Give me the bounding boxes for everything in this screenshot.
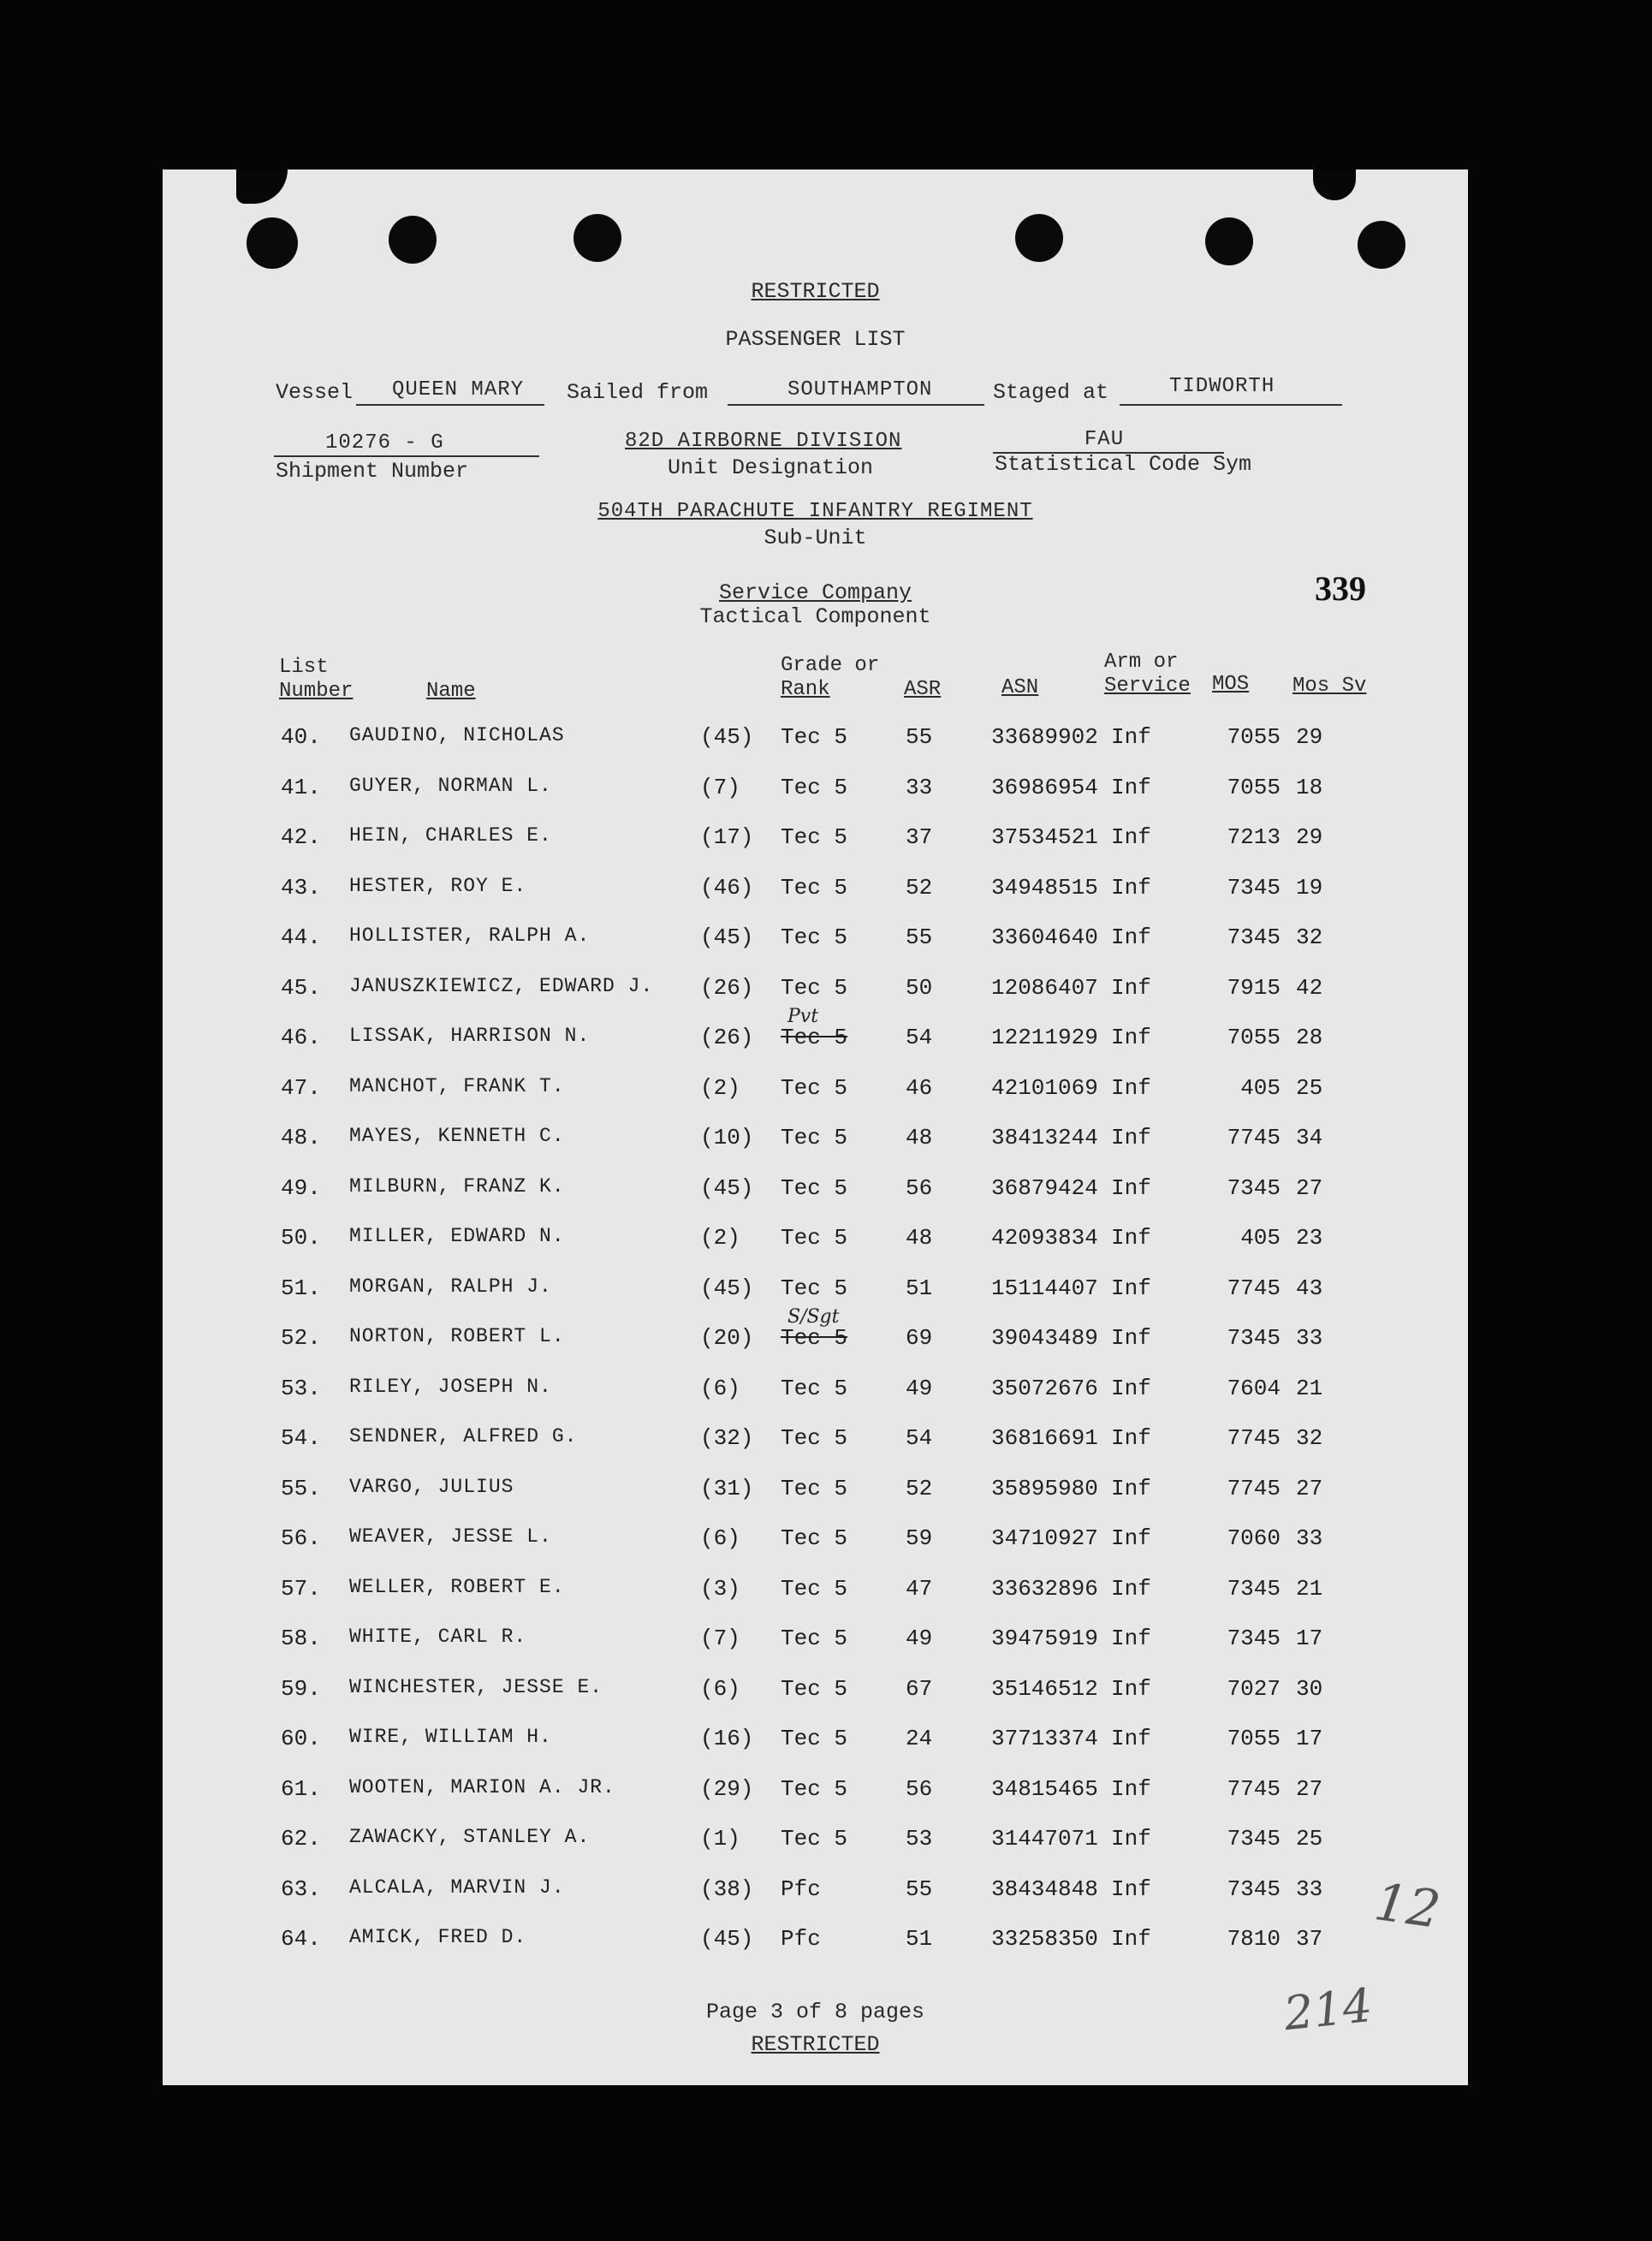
grade: Tec 5 [781,1775,848,1802]
group-code: (38) [700,1875,754,1902]
table-row [163,1776,1468,1819]
row-number: 62. [281,1826,321,1852]
arm-of-service: Inf [1111,1225,1151,1251]
col-asr: ASR [904,678,942,701]
asr-score: 48 [906,1125,933,1150]
grade: Tec 5 [781,1025,848,1050]
classification-bottom: RESTRICTED [751,2032,880,2057]
serial-number: 33604640 [991,924,1098,950]
sub-unit-value: 504TH PARACHUTE INFANTRY REGIMENT [597,500,1033,523]
grade: Tec 5 [781,1826,848,1852]
group-code: (32) [700,1425,754,1451]
grade: Pfc [781,1926,821,1952]
months-service: 17 [1296,1726,1323,1751]
col-mos-sv: Mos Sv [1292,675,1367,698]
passenger-name: WOOTEN, MARION A. JR. [349,1775,615,1798]
sub-unit-label: Sub-Unit [764,526,867,550]
grade: Pfc [781,1875,821,1902]
sailed-from-label: Sailed from [567,380,709,405]
months-service: 33 [1296,1875,1323,1902]
passenger-name: ZAWACKY, STANLEY A. [349,1826,591,1848]
row-number: 44. [281,924,321,950]
grade: Tec 5 [781,1475,848,1501]
grade: Tec 5 [781,1174,848,1201]
group-code: (3) [700,1575,740,1602]
document-title: PASSENGER LIST [725,327,906,352]
handwritten-note-214: 214 [1281,1977,1376,2042]
row-number: 52. [281,1325,321,1351]
grade: Tec 5 [781,1375,848,1401]
grade: Tec 5 [781,1225,848,1251]
shipment-number-underline [274,455,539,457]
passenger-name: SENDNER, ALFRED G. [349,1425,578,1447]
punch-hole [1205,217,1253,265]
mos-code: 7810 [1227,1926,1281,1952]
asr-score: 56 [906,1174,933,1201]
months-service: 23 [1296,1225,1323,1251]
col-asn: ASN [1001,676,1039,699]
mos-code: 7345 [1227,1325,1281,1351]
arm-of-service: Inf [1111,1775,1151,1802]
col-grade-1: Grade or [781,654,880,677]
arm-of-service: Inf [1111,1425,1151,1451]
mos-code: 7745 [1227,1125,1281,1150]
page-stamp-number: 339 [1315,569,1366,608]
group-code: (31) [700,1475,754,1501]
months-service: 32 [1296,1425,1323,1451]
table-row [163,1225,1468,1268]
months-service: 21 [1296,1375,1323,1401]
col-arm-1: Arm or [1104,651,1179,674]
row-number: 58. [281,1626,321,1651]
months-service: 27 [1296,1475,1323,1501]
serial-number: 36986954 [991,774,1098,800]
table-row [163,1006,1468,1067]
asr-score: 52 [906,874,933,901]
asr-score: 59 [906,1525,933,1551]
serial-number: 33258350 [991,1926,1098,1952]
row-number: 46. [281,1025,321,1050]
arm-of-service: Inf [1111,1275,1151,1301]
table-row [163,875,1468,918]
mos-code: 405 [1240,1074,1281,1101]
grade: Tec 5 [781,824,848,850]
group-code: (2) [700,1225,740,1251]
col-mos: MOS [1212,673,1250,696]
row-number: 64. [281,1926,321,1952]
row-number: 54. [281,1425,321,1451]
months-service: 32 [1296,924,1323,950]
asr-score: 51 [906,1275,933,1301]
mos-code: 7604 [1227,1375,1281,1401]
arm-of-service: Inf [1111,1375,1151,1401]
col-name: Name [426,680,476,703]
grade: Tec 5 [781,1125,848,1150]
months-service: 29 [1296,824,1323,850]
grade: Tec 5 [781,874,848,901]
grade: Tec 5 [781,1525,848,1551]
serial-number: 36879424 [991,1174,1098,1201]
table-row [163,1125,1468,1168]
group-code: (26) [700,1025,754,1050]
asr-score: 67 [906,1675,933,1702]
grade: Tec 5 [781,724,848,750]
row-number: 45. [281,974,321,1001]
passenger-name: WINCHESTER, JESSE E. [349,1675,603,1698]
vessel-value: QUEEN MARY [392,378,525,401]
table-row [163,1376,1468,1418]
grade: Tec 5 [781,1726,848,1751]
table-row [163,1525,1468,1568]
col-list-number-2: Number [279,680,354,703]
grade: Tec 5 [781,1325,848,1351]
row-number: 41. [281,774,321,800]
group-code: (45) [700,1275,754,1301]
grade: Tec 5 [781,1675,848,1702]
passenger-name: JANUSZKIEWICZ, EDWARD J. [349,974,654,997]
mos-code: 7213 [1227,824,1281,850]
table-row [163,1306,1468,1368]
table-row [163,1476,1468,1519]
group-code: (45) [700,724,754,750]
row-number: 49. [281,1174,321,1201]
torn-edge [236,169,288,204]
group-code: (2) [700,1074,740,1101]
months-service: 37 [1296,1926,1323,1952]
asr-score: 54 [906,1425,933,1451]
mos-code: 7345 [1227,1626,1281,1651]
asr-score: 55 [906,724,933,750]
asr-score: 47 [906,1575,933,1602]
serial-number: 36816691 [991,1425,1098,1451]
serial-number: 35146512 [991,1675,1098,1702]
months-service: 25 [1296,1826,1323,1852]
arm-of-service: Inf [1111,1826,1151,1852]
table-row [163,1425,1468,1468]
vessel-underline [356,404,544,406]
passenger-name: MORGAN, RALPH J. [349,1275,552,1298]
vessel-label: Vessel [276,380,354,405]
row-number: 51. [281,1275,321,1301]
serial-number: 34948515 [991,874,1098,901]
mos-code: 7345 [1227,924,1281,950]
group-code: (6) [700,1375,740,1401]
serial-number: 38434848 [991,1875,1098,1902]
group-code: (6) [700,1525,740,1551]
col-grade-2: Rank [781,678,830,701]
months-service: 43 [1296,1275,1323,1301]
serial-number: 37713374 [991,1726,1098,1751]
grade: Tec 5 [781,974,848,1001]
statistical-code-value: FAU [1084,428,1125,451]
asr-score: 55 [906,1875,933,1902]
asr-score: 46 [906,1074,933,1101]
sailed-from-value: SOUTHAMPTON [787,378,933,401]
table-row [163,1876,1468,1919]
unit-designation-label: Unit Designation [668,455,874,480]
grade: Tec 5 [781,1575,848,1602]
months-service: 33 [1296,1525,1323,1551]
asr-score: 54 [906,1025,933,1050]
row-number: 53. [281,1375,321,1401]
row-number: 60. [281,1726,321,1751]
passenger-name: MILBURN, FRANZ K. [349,1174,565,1198]
asr-score: 48 [906,1225,933,1251]
table-row [163,1826,1468,1869]
row-number: 59. [281,1675,321,1702]
months-service: 29 [1296,724,1323,750]
arm-of-service: Inf [1111,1626,1151,1651]
arm-of-service: Inf [1111,774,1151,800]
group-code: (7) [700,1626,740,1651]
months-service: 42 [1296,974,1323,1001]
asr-score: 51 [906,1926,933,1952]
arm-of-service: Inf [1111,1675,1151,1702]
grade: Tec 5 [781,924,848,950]
arm-of-service: Inf [1111,1875,1151,1902]
passenger-name: RILEY, JOSEPH N. [349,1375,552,1398]
group-code: (45) [700,924,754,950]
arm-of-service: Inf [1111,874,1151,901]
table-row [163,1726,1468,1768]
serial-number: 34710927 [991,1525,1098,1551]
asr-score: 33 [906,774,933,800]
tactical-component-value: Service Company [718,580,912,605]
table-row [163,1926,1468,1969]
months-service: 34 [1296,1125,1323,1150]
group-code: (29) [700,1775,754,1802]
passenger-name: MILLER, EDWARD N. [349,1225,565,1247]
group-code: (45) [700,1926,754,1952]
passenger-name: WIRE, WILLIAM H. [349,1726,552,1748]
serial-number: 33689902 [991,724,1098,750]
mos-code: 7745 [1227,1475,1281,1501]
sailed-from-underline [728,404,984,406]
mos-code: 7745 [1227,1275,1281,1301]
arm-of-service: Inf [1111,1475,1151,1501]
mos-code: 7915 [1227,974,1281,1001]
group-code: (45) [700,1174,754,1201]
passenger-name: LISSAK, HARRISON N. [349,1025,591,1047]
months-service: 28 [1296,1025,1323,1050]
staged-at-underline [1120,404,1342,406]
row-number: 40. [281,724,321,750]
serial-number: 35072676 [991,1375,1098,1401]
passenger-name: HESTER, ROY E. [349,874,527,897]
arm-of-service: Inf [1111,1525,1151,1551]
passenger-name: GAUDINO, NICHOLAS [349,724,565,746]
months-service: 33 [1296,1325,1323,1351]
months-service: 21 [1296,1575,1323,1602]
arm-of-service: Inf [1111,974,1151,1001]
arm-of-service: Inf [1111,1125,1151,1150]
months-service: 27 [1296,1174,1323,1201]
arm-of-service: Inf [1111,1726,1151,1751]
asr-score: 53 [906,1826,933,1852]
serial-number: 12211929 [991,1025,1098,1050]
table-row [163,824,1468,867]
passenger-name: HOLLISTER, RALPH A. [349,924,591,947]
serial-number: 39475919 [991,1626,1098,1651]
months-service: 25 [1296,1074,1323,1101]
row-number: 56. [281,1525,321,1551]
grade-correction-note: Pvt [787,1006,819,1027]
serial-number: 35895980 [991,1475,1098,1501]
group-code: (46) [700,874,754,901]
mos-code: 7745 [1227,1775,1281,1802]
grade: Tec 5 [781,1275,848,1301]
mos-code: 7345 [1227,1575,1281,1602]
arm-of-service: Inf [1111,724,1151,750]
shipment-number-value: 10276 - G [325,431,444,455]
serial-number: 42101069 [991,1074,1098,1101]
mos-code: 7060 [1227,1525,1281,1551]
mos-code: 7055 [1227,1726,1281,1751]
grade: Tec 5 [781,774,848,800]
passenger-name: WELLER, ROBERT E. [349,1575,565,1598]
serial-number: 31447071 [991,1826,1098,1852]
row-number: 48. [281,1125,321,1150]
serial-number: 15114407 [991,1275,1098,1301]
asr-score: 49 [906,1375,933,1401]
mos-code: 7055 [1227,774,1281,800]
row-number: 50. [281,1225,321,1251]
classification-top: RESTRICTED [751,279,880,304]
row-number: 57. [281,1575,321,1602]
passenger-name: ALCALA, MARVIN J. [349,1875,565,1899]
table-row [163,924,1468,967]
page-info: Page 3 of 8 pages [705,2000,925,2024]
passenger-name: WEAVER, JESSE L. [349,1525,552,1548]
mos-code: 7345 [1227,1875,1281,1902]
serial-number: 12086407 [991,974,1098,1001]
passenger-name: HEIN, CHARLES E. [349,824,552,847]
table-row [163,1175,1468,1218]
group-code: (16) [700,1726,754,1751]
passenger-name: VARGO, JULIUS [349,1475,514,1498]
grade-correction-note: S/Sgt [787,1306,840,1328]
group-code: (26) [700,974,754,1001]
passenger-name: NORTON, ROBERT L. [349,1325,565,1347]
arm-of-service: Inf [1111,1926,1151,1952]
asr-score: 24 [906,1726,933,1751]
mos-code: 405 [1240,1225,1281,1251]
grade: Tec 5 [781,1425,848,1451]
mos-code: 7027 [1227,1675,1281,1702]
shipment-number-label: Shipment Number [276,459,469,484]
asr-score: 50 [906,974,933,1001]
staged-at-value: TIDWORTH [1169,375,1275,398]
mos-code: 7055 [1227,1025,1281,1050]
table-row [163,1576,1468,1619]
arm-of-service: Inf [1111,1174,1151,1201]
row-number: 55. [281,1475,321,1501]
col-arm-2: Service [1104,675,1191,698]
passenger-name: WHITE, CARL R. [349,1626,527,1648]
group-code: (1) [700,1826,740,1852]
handwritten-note-12: 12 [1370,1872,1444,1941]
arm-of-service: Inf [1111,824,1151,850]
row-number: 63. [281,1875,321,1902]
asr-score: 37 [906,824,933,850]
serial-number: 42093834 [991,1225,1098,1251]
tactical-component-label: Tactical Component [699,604,931,629]
punch-hole [247,217,298,269]
months-service: 19 [1296,874,1323,901]
row-number: 42. [281,824,321,850]
row-number: 47. [281,1074,321,1101]
unit-designation-value: 82D AIRBORNE DIVISION [625,430,902,453]
asr-score: 52 [906,1475,933,1501]
months-service: 17 [1296,1626,1323,1651]
asr-score: 49 [906,1626,933,1651]
staged-at-label: Staged at [993,380,1109,405]
table-row [163,724,1468,767]
mos-code: 7055 [1227,724,1281,750]
group-code: (10) [700,1125,754,1150]
punch-hole [389,216,437,264]
table-row [163,775,1468,817]
months-service: 18 [1296,774,1323,800]
months-service: 30 [1296,1675,1323,1702]
document-page [163,169,1468,2085]
torn-edge [1313,169,1356,200]
asr-score: 55 [906,924,933,950]
passenger-name: MANCHOT, FRANK T. [349,1074,565,1097]
row-number: 61. [281,1775,321,1802]
punch-hole [573,214,621,262]
serial-number: 34815465 [991,1775,1098,1802]
grade: Tec 5 [781,1626,848,1651]
statistical-code-label: Statistical Code Sym [995,452,1252,477]
arm-of-service: Inf [1111,1025,1151,1050]
group-code: (17) [700,824,754,850]
serial-number: 33632896 [991,1575,1098,1602]
mos-code: 7345 [1227,1174,1281,1201]
serial-number: 38413244 [991,1125,1098,1150]
arm-of-service: Inf [1111,1575,1151,1602]
arm-of-service: Inf [1111,1325,1151,1351]
arm-of-service: Inf [1111,1074,1151,1101]
col-list-number-1: List [279,656,329,679]
group-code: (7) [700,774,740,800]
punch-hole [1015,214,1063,262]
punch-hole [1358,221,1405,269]
passenger-name: AMICK, FRED D. [349,1926,527,1948]
group-code: (20) [700,1325,754,1351]
grade: Tec 5 [781,1074,848,1101]
asr-score: 56 [906,1775,933,1802]
table-row [163,1676,1468,1719]
passenger-name: MAYES, KENNETH C. [349,1125,565,1147]
group-code: (6) [700,1675,740,1702]
passenger-name: GUYER, NORMAN L. [349,774,552,797]
asr-score: 69 [906,1325,933,1351]
serial-number: 37534521 [991,824,1098,850]
mos-code: 7345 [1227,874,1281,901]
serial-number: 39043489 [991,1325,1098,1351]
months-service: 27 [1296,1775,1323,1802]
row-number: 43. [281,874,321,901]
arm-of-service: Inf [1111,924,1151,950]
table-row [163,1075,1468,1118]
mos-code: 7345 [1227,1826,1281,1852]
table-row [163,1626,1468,1668]
mos-code: 7745 [1227,1425,1281,1451]
